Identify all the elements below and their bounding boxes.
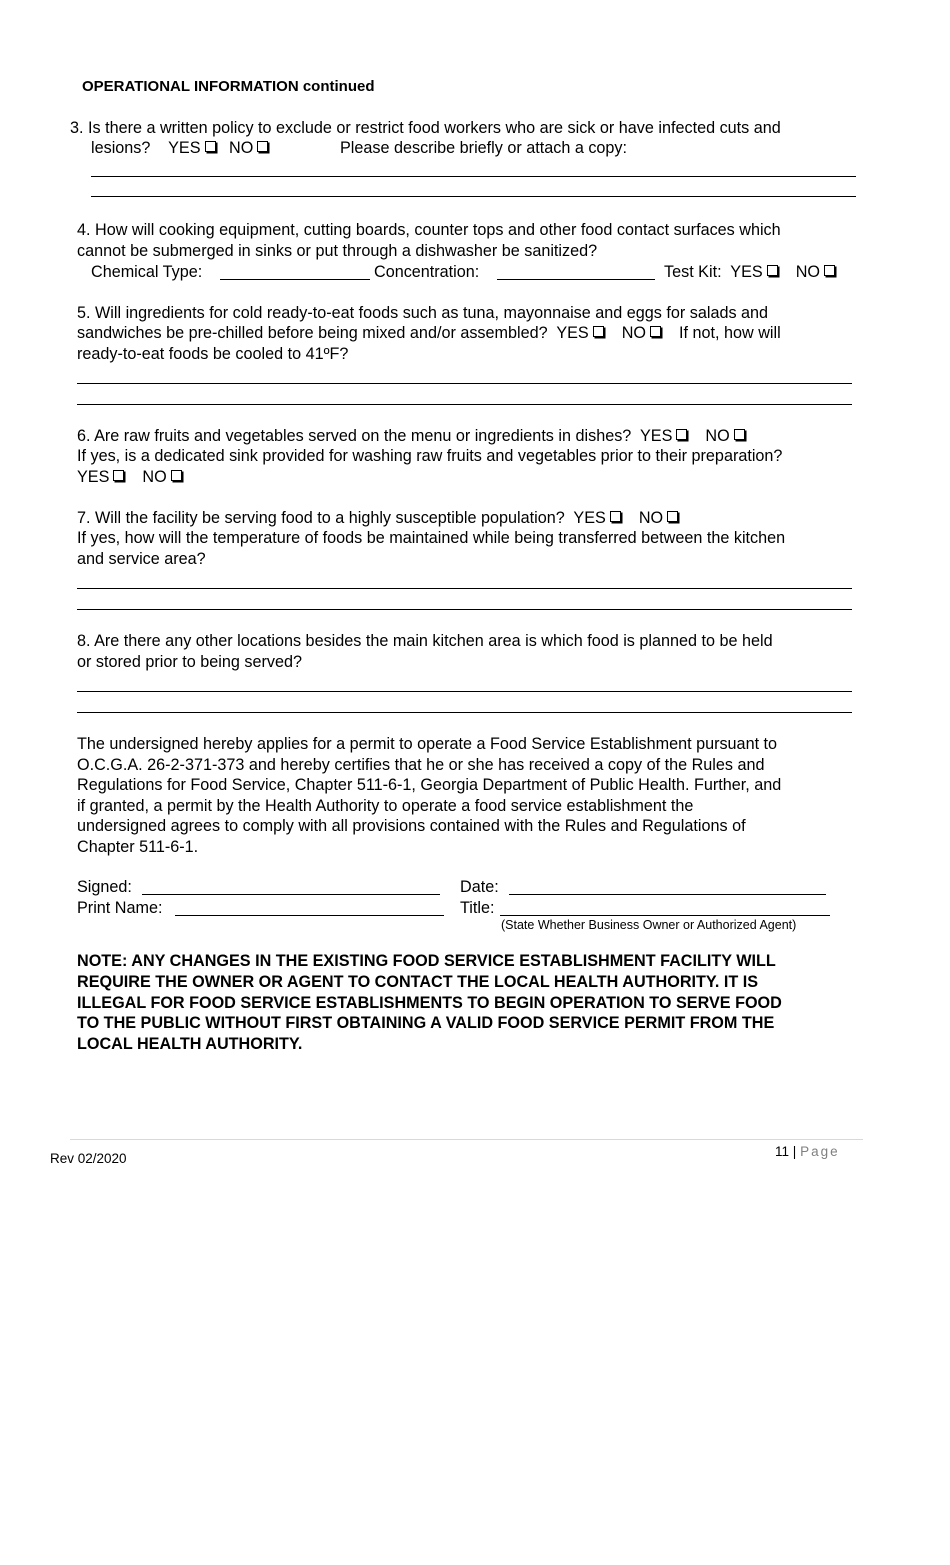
q5-yes-label: YES <box>556 324 589 342</box>
q4-chemical-type-field[interactable] <box>220 279 370 280</box>
q4-concentration-field[interactable] <box>497 279 655 280</box>
q8-answer-line-1[interactable] <box>77 691 852 692</box>
q3-text-line1: 3. Is there a written policy to exclude or restrict food workers who are sick or have infected cuts and <box>70 119 781 137</box>
q3-no-label: NO <box>229 139 254 157</box>
q5-text-line2b: If not, how will <box>679 324 781 342</box>
q4-no-label: NO <box>795 263 820 281</box>
title-hint: (State Whether Business Owner or Authorized Agent) <box>501 918 797 932</box>
q6-sink-yes-label: YES <box>77 468 110 486</box>
q4-yes-checkbox[interactable] <box>767 265 778 276</box>
q4-testkit-label: Test Kit: <box>664 263 722 281</box>
q6-no-label: NO <box>705 427 730 445</box>
q7-answer-line-1[interactable] <box>77 588 852 589</box>
note-line: ILLEGAL FOR FOOD SERVICE ESTABLISHMENTS TO BEGIN OPERATION TO SERVE FOOD <box>77 993 782 1012</box>
q7-answer-row <box>77 508 678 529</box>
date-label: Date: <box>460 878 499 896</box>
q8-text-line2: or stored prior to being served? <box>77 653 302 671</box>
q4-text-line1: 4. How will cooking equipment, cutting boards, counter tops and other food contact surfaces which <box>77 221 781 239</box>
q5-text-line2a: sandwiches be pre-chilled before being mixed and/or assembled? <box>77 324 548 342</box>
q4-concentration-label: Concentration: <box>374 263 480 281</box>
q4-text-line2: cannot be submerged in sinks or put through a dishwasher be sanitized? <box>77 242 598 260</box>
q4-chemical-type-label: Chemical Type: <box>91 263 203 281</box>
q4-yes-label: YES <box>730 263 763 281</box>
q7-answer-line-2[interactable] <box>77 609 852 610</box>
q6-sink-no-label: NO <box>142 468 167 486</box>
q6-answer-row <box>77 426 745 447</box>
q3-answer-line-2[interactable] <box>91 196 856 197</box>
q5-answer-line-2[interactable] <box>77 404 852 405</box>
q3-answer-line-1[interactable] <box>91 176 856 177</box>
q6-no-checkbox[interactable] <box>734 429 745 440</box>
q5-no-checkbox[interactable] <box>650 326 661 337</box>
q6-sink-answer-row <box>77 467 182 488</box>
q5-yes-checkbox[interactable] <box>593 326 604 337</box>
page-separator: | <box>792 1144 797 1159</box>
certification-line: O.C.G.A. 26-2-371-373 and hereby certifies that he or she has received a copy of the Rules and <box>77 755 765 774</box>
q7-yes-label: YES <box>573 509 606 527</box>
note-line: LOCAL HEALTH AUTHORITY. <box>77 1035 303 1054</box>
footer-divider <box>70 1139 863 1140</box>
q3-text-line2a: lesions? <box>91 139 151 157</box>
section-title: OPERATIONAL INFORMATION continued <box>82 78 375 95</box>
signed-field[interactable] <box>142 894 440 895</box>
q3-answer-row <box>91 138 268 159</box>
certification-line: undersigned agrees to comply with all provisions contained with the Rules and Regulations of <box>77 817 746 836</box>
q5-answer-row <box>77 323 781 344</box>
page-number <box>775 1144 840 1159</box>
q4-no-checkbox[interactable] <box>824 265 835 276</box>
q7-yes-checkbox[interactable] <box>610 511 621 522</box>
note-line: REQUIRE THE OWNER OR AGENT TO CONTACT THE LOCAL HEALTH AUTHORITY. IT IS <box>77 972 759 991</box>
q7-text-line3: and service area? <box>77 550 206 568</box>
q3-text-line2b: Please describe briefly or attach a copy: <box>340 139 628 157</box>
q5-answer-line-1[interactable] <box>77 383 852 384</box>
q7-no-checkbox[interactable] <box>667 511 678 522</box>
q5-no-label: NO <box>621 324 647 342</box>
page-word: Page <box>800 1144 840 1159</box>
q6-yes-checkbox[interactable] <box>676 429 687 440</box>
q7-no-label: NO <box>638 509 664 527</box>
note-line: NOTE: ANY CHANGES IN THE EXISTING FOOD SERVICE ESTABLISHMENT FACILITY WILL <box>77 952 776 970</box>
q7-text-line2: If yes, how will the temperature of foods be maintained while being transferred between the kitchen <box>77 529 786 547</box>
q3-yes-label: YES <box>168 139 201 157</box>
note-line: TO THE PUBLIC WITHOUT FIRST OBTAINING A VALID FOOD SERVICE PERMIT FROM THE <box>77 1014 775 1033</box>
q7-text-line1: 7. Will the facility be serving food to a highly susceptible population? <box>77 509 565 527</box>
revision-label: Rev 02/2020 <box>50 1151 127 1166</box>
q8-text-line1: 8. Are there any other locations besides the main kitchen area is which food is planned to be held <box>77 632 773 650</box>
q6-sink-no-checkbox[interactable] <box>171 470 182 481</box>
title-field[interactable] <box>500 915 830 916</box>
q6-text-line1: 6. Are raw fruits and vegetables served on the menu or ingredients in dishes? <box>77 427 632 445</box>
q6-yes-label: YES <box>640 427 673 445</box>
q8-answer-line-2[interactable] <box>77 712 852 713</box>
signed-label: Signed: <box>77 878 132 896</box>
print-name-field[interactable] <box>175 915 444 916</box>
print-name-label: Print Name: <box>77 899 163 917</box>
q3-no-checkbox[interactable] <box>257 141 268 152</box>
date-field[interactable] <box>509 894 826 895</box>
q3-yes-checkbox[interactable] <box>205 141 216 152</box>
certification-line: Chapter 511-6-1. <box>77 838 199 856</box>
q4-testkit-row <box>664 262 835 283</box>
certification-line: Regulations for Food Service, Chapter 511-6-1, Georgia Department of Public Health. Further, and <box>77 776 782 795</box>
page-number-value: 11 <box>775 1144 790 1159</box>
certification-line: The undersigned hereby applies for a permit to operate a Food Service Establishment pursuant to <box>77 735 778 753</box>
q5-text-line1: 5. Will ingredients for cold ready-to-eat foods such as tuna, mayonnaise and eggs for salads and <box>77 304 769 322</box>
q6-text-line2: If yes, is a dedicated sink provided for washing raw fruits and vegetables prior to their preparation? <box>77 447 783 465</box>
title-label: Title: <box>460 899 495 917</box>
q5-text-line3: ready-to-eat foods be cooled to 41ºF? <box>77 345 349 363</box>
q6-sink-yes-checkbox[interactable] <box>113 470 124 481</box>
certification-line: if granted, a permit by the Health Authority to operate a food service establishment the <box>77 796 694 815</box>
